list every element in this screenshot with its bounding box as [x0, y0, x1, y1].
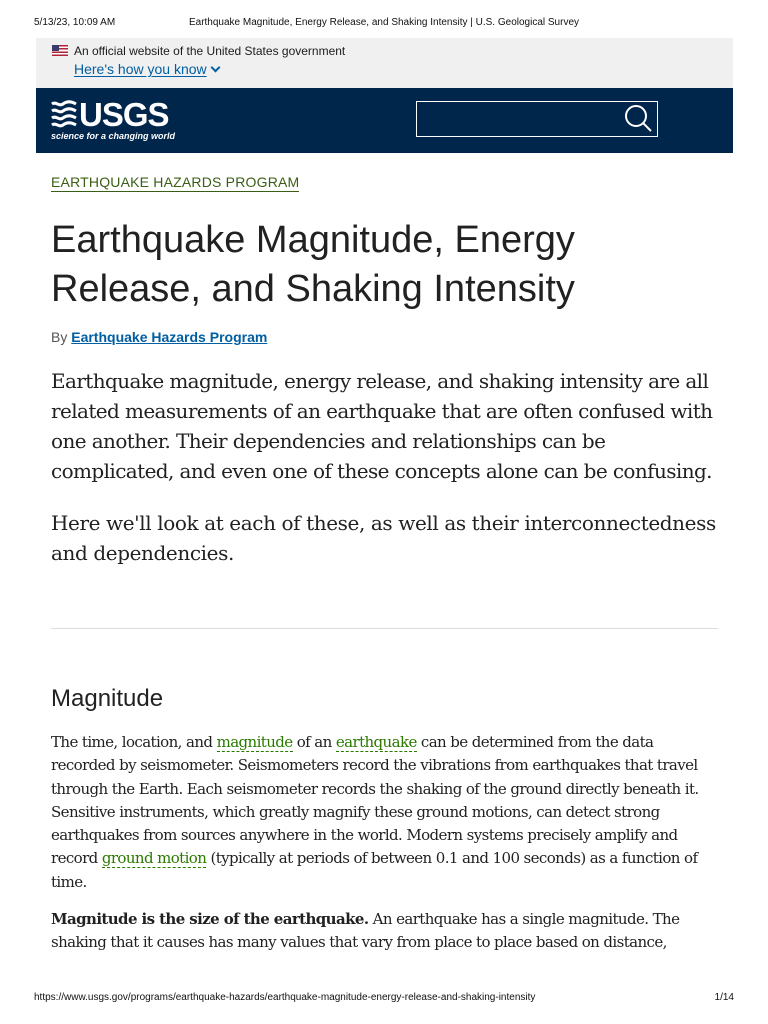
body-text: (typically at periods of between 0.1 and 100 seconds) as a function of time.	[51, 849, 698, 891]
program-kicker-link[interactable]: EARTHQUAKE HAZARDS PROGRAM	[51, 174, 300, 190]
section-heading-magnitude: Magnitude	[51, 685, 164, 712]
heres-how-you-know-label: Here's how you know	[74, 61, 207, 77]
us-flag-icon	[52, 45, 68, 56]
print-header	[0, 17, 768, 31]
gov-banner-text: An official website of the United States government	[74, 44, 346, 58]
page-title: Earthquake Magnitude, Energy Release, and Shaking Intensity	[51, 219, 575, 310]
byline-prefix: By	[51, 329, 68, 345]
print-page-number: 1/14	[714, 992, 734, 1003]
chevron-down-icon	[210, 63, 220, 73]
glossary-link-earthquake[interactable]: earthquake	[335, 733, 417, 751]
byline	[51, 329, 267, 345]
section-divider	[51, 628, 718, 629]
lead-paragraph-2: Here we'll look at each of these, as well as their interconnectedness and dependencies.	[51, 511, 716, 565]
body-text: of an	[292, 733, 336, 751]
logo-tagline: science for a changing world	[51, 131, 176, 141]
heres-how-you-know-link[interactable]	[74, 61, 219, 77]
logo-wordmark: USGS	[79, 96, 169, 133]
magnitude-paragraph-2	[51, 908, 721, 955]
body-text: The time, location, and	[51, 733, 217, 751]
gov-banner	[36, 38, 733, 88]
byline-author-link[interactable]: Earthquake Hazards Program	[71, 329, 268, 345]
glossary-link-ground-motion[interactable]: ground motion	[101, 849, 207, 868]
search-button[interactable]	[620, 102, 658, 136]
body-text: can be determined from the data recorded by seismometer. Seismometers record the vibrations from earthquakes that travel through the Earth. Each seismometer records the shaking of the ground directly beneath it. Sensitive instruments, which greatly magnify these ground motions, can detect strong earthquakes from sources anywhere in the world. Modern systems precisely amplify and record	[51, 733, 699, 868]
usgs-logo[interactable]	[51, 96, 176, 143]
emphasis-text: Magnitude is the size of the earthquake.	[51, 910, 369, 928]
print-timestamp: 5/13/23, 10:09 AM	[34, 17, 116, 28]
magnitude-paragraph-1	[51, 731, 721, 894]
search-icon	[620, 102, 658, 136]
usgs-wave-mark-icon	[51, 99, 77, 129]
print-footer	[0, 992, 768, 1006]
site-header	[36, 88, 733, 153]
print-url: https://www.usgs.gov/programs/earthquake-hazards/earthquake-magnitude-energy-release-and-shaking-intensity	[34, 992, 536, 1003]
print-page-title: Earthquake Magnitude, Energy Release, and Shaking Intensity | U.S. Geological Survey	[188, 17, 580, 28]
lead-paragraph-1: Earthquake magnitude, energy release, and shaking intensity are all related measurements of an earthquake that are often confused with one another. Their dependencies and relationships can be complicated, and even one of these concepts alone can be confusing.	[51, 369, 713, 483]
glossary-link-magnitude[interactable]: magnitude	[216, 733, 293, 751]
body-text: An earthquake has a single magnitude. The shaking that it causes has many values that vary from place to place based on distance,	[51, 910, 680, 952]
